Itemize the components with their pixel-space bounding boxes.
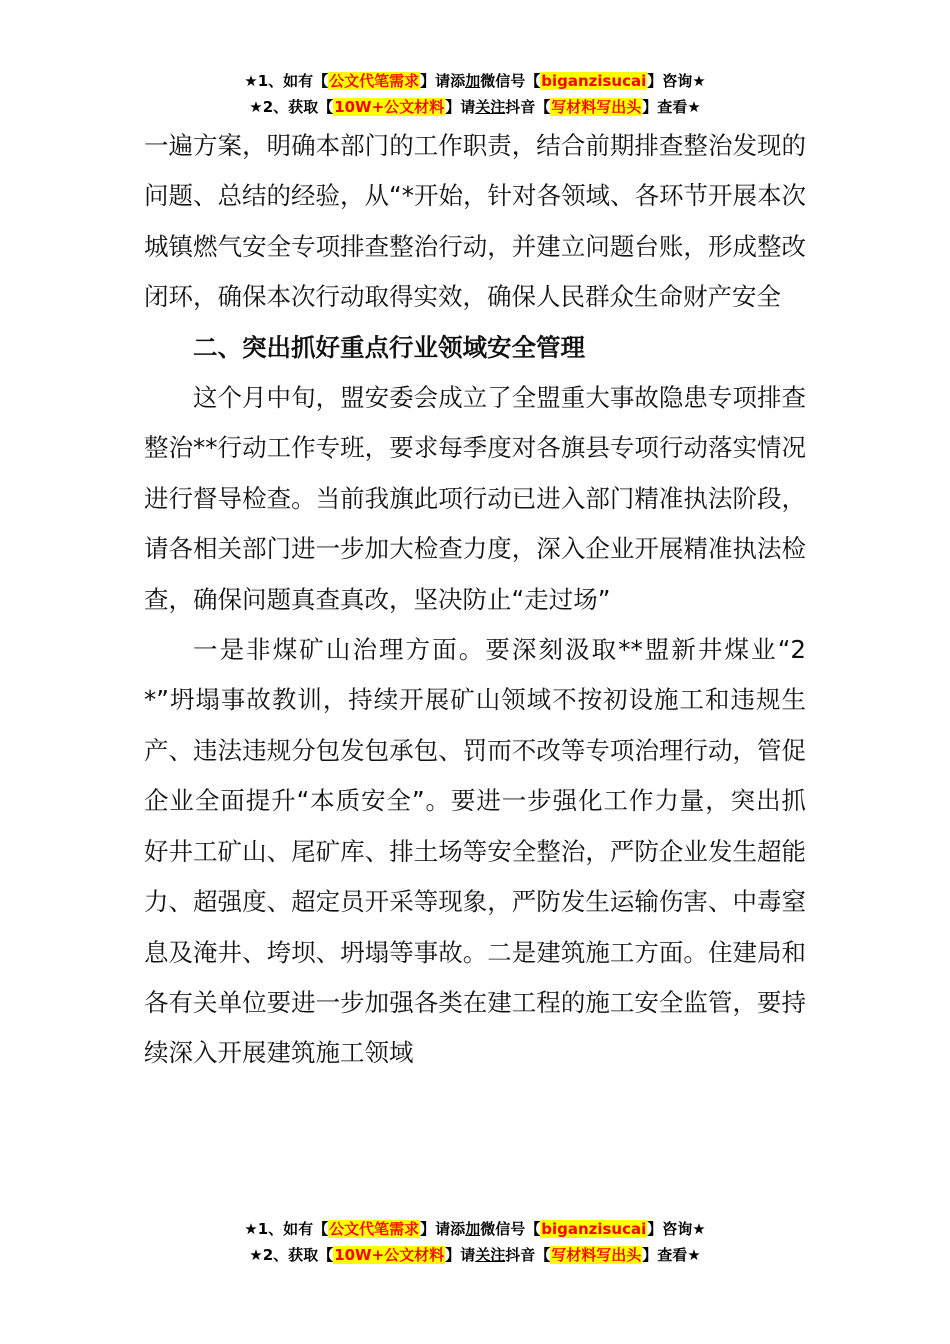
section-heading: 二、突出抓好重点行业领域安全管理 — [193, 332, 585, 362]
banner-highlight: 公文代笔需求 — [329, 72, 420, 90]
banner-highlight-wechat-id: biganzisucai — [541, 1220, 647, 1238]
banner-text: ★1、如有【 — [244, 72, 329, 90]
banner-text: ★1、如有【 — [244, 1220, 329, 1238]
banner-text: 】请添 — [420, 72, 466, 90]
banner-highlight-douyin-id: 写材料写出头 — [551, 98, 642, 116]
banner-text: 抖音【 — [505, 1246, 551, 1264]
banner-text: 】请 — [445, 1246, 476, 1264]
banner-highlight: 10W+公文材料 — [334, 98, 445, 116]
banner-highlight: 10W+公文材料 — [334, 1246, 445, 1264]
banner-text: 】查看★ — [642, 1246, 701, 1264]
document-body — [144, 121, 806, 1079]
banner-text: 抖音【 — [505, 98, 551, 116]
banner-underlined-text: 加 — [465, 1220, 481, 1238]
banner-line-1 — [0, 1216, 950, 1242]
banner-line-2 — [0, 94, 950, 120]
header-banner — [0, 68, 950, 120]
banner-text: ★2、获取【 — [249, 1246, 334, 1264]
banner-highlight: 公文代笔需求 — [329, 1220, 420, 1238]
footer-banner — [0, 1216, 950, 1268]
banner-line-1 — [0, 68, 950, 94]
banner-text: 微信号【 — [480, 72, 541, 90]
banner-text: 】查看★ — [642, 98, 701, 116]
paragraph: 这个月中旬，盟安委会成立了全盟重大事故隐患专项排查整治**行动工作专班，要求每季度对各旗县专项行动落实情况进行督导检查。当前我旗此项行动已进入部门精准执法阶段，请各相关部门进一步加大检查力度，深入企业开展精准执法检查，确保问题真查真改，坚决防止“走过场” — [144, 383, 806, 614]
banner-highlight-douyin-id: 写材料写出头 — [551, 1246, 642, 1264]
banner-text: 微信号【 — [480, 1220, 541, 1238]
banner-text: 】咨询★ — [647, 72, 706, 90]
banner-text: 】咨询★ — [647, 1220, 706, 1238]
banner-underlined-text: 加 — [465, 72, 481, 90]
banner-text: 】请添 — [420, 1220, 466, 1238]
banner-text: ★2、获取【 — [249, 98, 334, 116]
banner-highlight-wechat-id: biganzisucai — [541, 72, 647, 90]
paragraph-continued: 一遍方案，明确本部门的工作职责，结合前期排查整治发现的问题、总结的经验，从“*开始，针对各领域、各环节开展本次城镇燃气安全专项排查整治行动，并建立问题台账，形成整改闭环，确保本次行动取得实效，确保人民群众生命财产安全 — [144, 131, 806, 312]
banner-underlined-text: 关注 — [475, 98, 506, 116]
banner-line-2 — [0, 1242, 950, 1268]
banner-text: 】请 — [445, 98, 476, 116]
banner-underlined-text: 关注 — [475, 1246, 506, 1264]
paragraph: 一是非煤矿山治理方面。要深刻汲取**盟新井煤业“2*”坍塌事故教训，持续开展矿山领域不按初设施工和违规生产、违法违规分包发包承包、罚而不改等专项治理行动，管促企业全面提升“本质安全”。要进一步强化工作力量，突出抓好井工矿山、尾矿库、排土场等安全整治，严防企业发生超能力、超强度、超定员开采等现象，严防发生运输伤害、中毒窒息及淹井、垮坝、坍塌等事故。二是建筑施工方面。住建局和各有关单位要进一步加强各类在建工程的施工安全监管，要持续深入开展建筑施工领域 — [144, 635, 806, 1068]
